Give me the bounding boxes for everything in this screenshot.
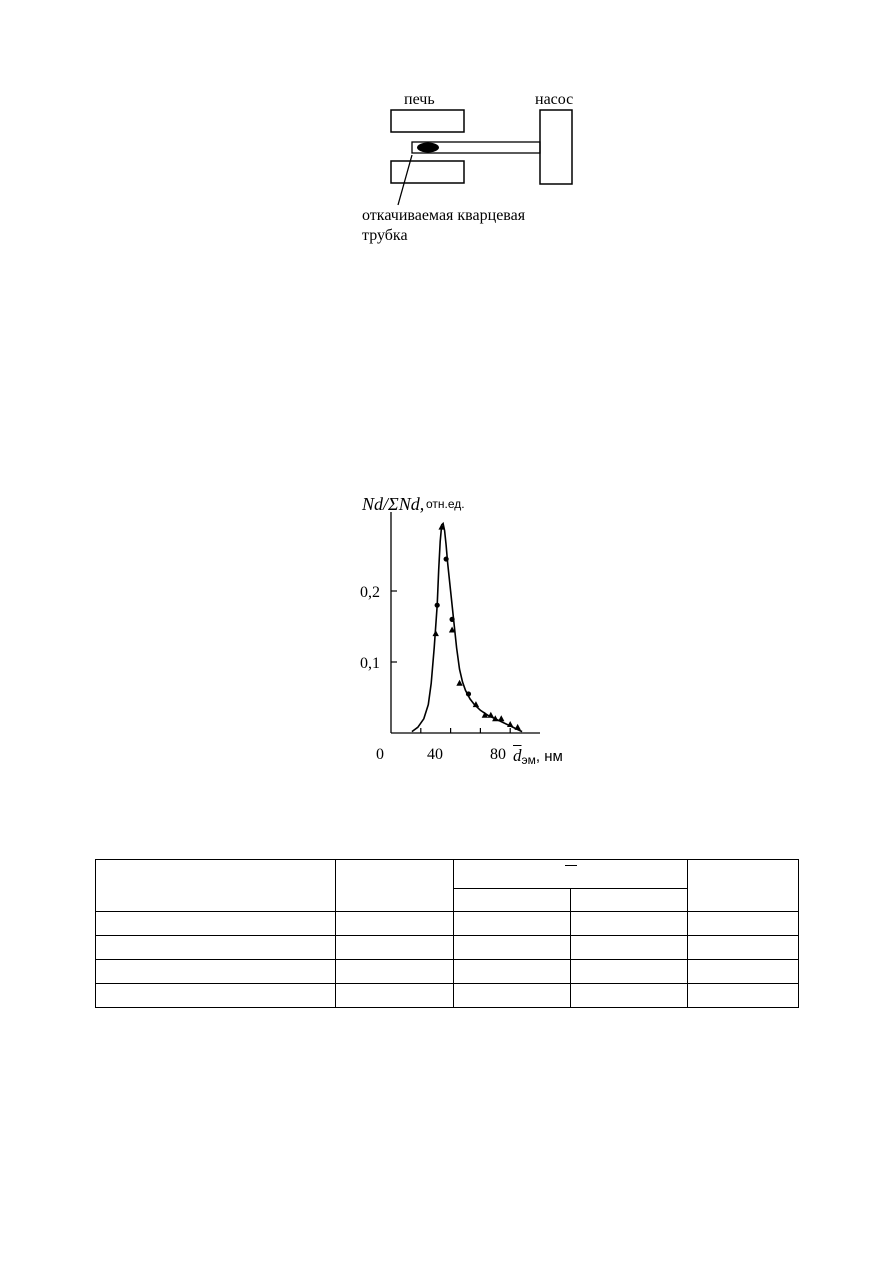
x-axis-label — [513, 746, 563, 766]
x-tick-label: 0 — [376, 746, 384, 763]
table-header-cell — [688, 860, 799, 912]
distribution-curve — [412, 524, 522, 732]
table-row — [96, 960, 799, 984]
y-axis-unit: отн.ед. — [426, 497, 465, 511]
data-point-circle — [444, 556, 449, 561]
x-tick-label: 80 — [490, 746, 506, 763]
table-subheader-cell — [454, 889, 571, 912]
tube-label-line2: трубка — [362, 227, 408, 244]
data-point-triangle — [514, 724, 520, 730]
data-point-circle — [435, 603, 440, 608]
tube-label-line1: откачиваемая кварцевая — [362, 207, 526, 224]
x-axis-variable: $\overline{d}$ — [513, 746, 522, 765]
table-header-cell — [336, 860, 454, 912]
table-header-cell-grouped — [454, 860, 688, 889]
table-row — [96, 984, 799, 1008]
chart-points — [433, 524, 521, 730]
x-axis-subscript: эм — [521, 753, 536, 767]
table-row — [96, 936, 799, 960]
data-table — [95, 859, 799, 1008]
x-axis-unit: , нм — [535, 748, 563, 765]
data-point-circle — [449, 617, 454, 622]
data-point-circle — [466, 691, 471, 696]
table-subheader-cell — [571, 889, 688, 912]
table-header-cell — [96, 860, 336, 912]
table-row — [96, 912, 799, 936]
overbar-mark — [565, 865, 577, 866]
x-tick-label: 40 — [427, 746, 443, 763]
furnace-label: печь — [404, 91, 435, 108]
data-point-triangle — [433, 630, 439, 636]
pump-label: насос — [535, 91, 574, 108]
chart-ticks — [391, 591, 510, 733]
data-point-triangle — [498, 715, 504, 721]
y-tick-label: 0,1 — [360, 655, 380, 672]
y-tick-label: 0,2 — [360, 584, 380, 601]
y-axis-label: Nd/ΣNd, — [362, 494, 425, 514]
